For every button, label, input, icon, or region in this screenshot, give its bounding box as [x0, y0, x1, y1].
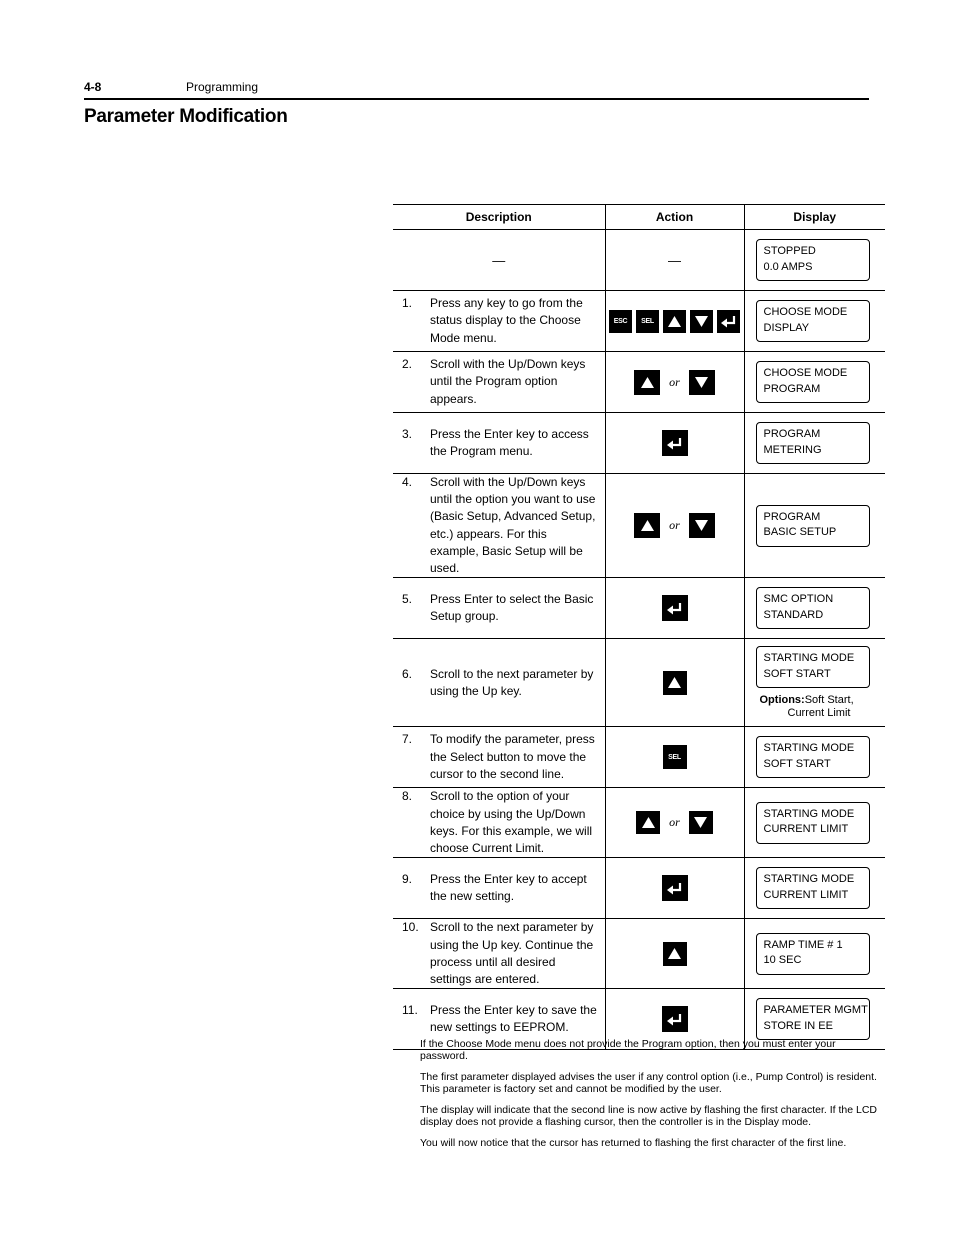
down-arrow-key-icon: [690, 310, 713, 333]
step-number: 5.: [402, 592, 413, 607]
lcd-line-2: DISPLAY: [763, 321, 810, 334]
table-row: [393, 578, 885, 639]
enter-key-icon: [717, 310, 740, 333]
action-cell: [605, 230, 744, 291]
description-cell: [393, 230, 605, 291]
step-description: Press the Enter key to save the new settings to EEPROM.: [430, 1003, 597, 1035]
description-cell: [393, 352, 605, 413]
display-cell: [744, 291, 885, 352]
lcd-line-2: STANDARD: [763, 608, 824, 621]
up-arrow-key-icon: [636, 811, 660, 834]
lcd-display: [756, 867, 870, 909]
action-cell: [605, 919, 744, 989]
table-row: [393, 788, 885, 858]
lcd-line-2: PROGRAM: [763, 382, 821, 395]
table-row: [393, 230, 885, 291]
lcd-line-1: PROGRAM: [763, 428, 821, 440]
lcd-line-2: STORE IN EE: [763, 1019, 833, 1032]
step-description: Scroll to the next parameter by using the Up key. Continue the process until all desired settings are entered.: [430, 920, 594, 986]
display-cell: [744, 230, 885, 291]
description-cell: [393, 919, 605, 989]
up-arrow-key-icon: [634, 370, 660, 395]
step-number: 10.: [402, 920, 419, 935]
option-value: Current Limit: [787, 706, 851, 719]
display-cell: [744, 352, 885, 413]
step-description: Scroll to the next parameter by using the Up key.: [430, 666, 594, 698]
display-cell: [744, 788, 885, 858]
step-description: Scroll with the Up/Down keys until the Program option appears.: [430, 357, 586, 406]
lcd-line-2: CURRENT LIMIT: [763, 888, 849, 901]
lcd-line-1: STARTING MODE: [763, 652, 855, 665]
footnotes: [420, 1039, 880, 1160]
enter-key-icon: [662, 595, 688, 621]
options-note: [760, 694, 886, 719]
lcd-line-2: 0.0 AMPS: [763, 260, 813, 273]
sel-key-icon: SEL: [636, 310, 659, 333]
action-cell: [605, 639, 744, 727]
page-number: 4-8: [84, 80, 102, 94]
options-label: Options:: [759, 694, 805, 707]
lcd-line-2: CURRENT LIMIT: [763, 823, 849, 836]
or-label: or: [669, 815, 680, 830]
lcd-display: [756, 239, 870, 281]
footnote-1: If the Choose Mode menu does not provide the Program option, then you must enter your password.: [420, 1038, 836, 1062]
step-description: Scroll to the option of your choice by using the Up/Down keys. For this example, we will choose Current Limit.: [430, 789, 593, 855]
step-description: Scroll with the Up/Down keys until the option you want to use (Basic Setup, Advanced Setup, etc.) appears. For this example, Basic Setup will be used.: [430, 475, 596, 576]
table-row: [393, 352, 885, 413]
description-cell: [393, 858, 605, 919]
display-cell: [744, 639, 885, 727]
step-description: Press the Enter key to access the Program menu.: [430, 426, 589, 458]
table-row: [393, 413, 885, 474]
option-value: Soft Start,: [804, 694, 854, 707]
description-header: Description: [393, 205, 605, 230]
step-description: Press any key to go from the status display to the Choose Mode menu.: [430, 296, 583, 345]
action-dash: —: [668, 252, 681, 268]
action-cell: [605, 578, 744, 639]
action-cell: [605, 474, 744, 578]
lcd-display: [756, 505, 870, 547]
table-row: [393, 858, 885, 919]
display-cell: [744, 727, 885, 788]
lcd-line-2: METERING: [763, 443, 822, 456]
step-description: Press the Enter key to accept the new setting.: [430, 872, 587, 904]
step-number: 8.: [402, 789, 413, 804]
lcd-line-1: SMC OPTION: [763, 593, 834, 606]
display-cell: [744, 413, 885, 474]
display-cell: [744, 858, 885, 919]
footnote-4: You will now notice that the cursor has returned to flashing the first character of the first line.: [420, 1137, 847, 1149]
lcd-display: [756, 300, 870, 342]
action-cell: [605, 788, 744, 858]
action-header: Action: [605, 205, 744, 230]
lcd-display: [756, 422, 870, 464]
table-header-row: [393, 205, 885, 230]
step-number: 2.: [402, 357, 413, 372]
lcd-line-2: SOFT START: [763, 667, 831, 680]
action-cell: [605, 727, 744, 788]
display-cell: [744, 919, 885, 989]
down-arrow-key-icon: [689, 811, 713, 834]
step-number: 7.: [402, 732, 413, 747]
sel-key-icon: SEL: [663, 745, 687, 769]
description-cell: [393, 727, 605, 788]
esc-key-icon: ESC: [609, 310, 632, 333]
action-cell: [605, 352, 744, 413]
enter-key-icon: [662, 430, 688, 456]
description-cell: [393, 578, 605, 639]
description-cell: [393, 413, 605, 474]
lcd-display: [756, 933, 870, 975]
lcd-display: [756, 646, 870, 688]
enter-key-icon: [662, 875, 688, 901]
description-cell: [393, 474, 605, 578]
description-dash: —: [492, 252, 506, 268]
step-number: 11.: [402, 1003, 418, 1018]
step-number: 6.: [402, 666, 413, 681]
description-cell: [393, 788, 605, 858]
lcd-line-1: STARTING MODE: [763, 742, 855, 755]
lcd-display: [756, 361, 870, 403]
enter-key-icon: [662, 1006, 688, 1032]
down-arrow-key-icon: [689, 370, 715, 395]
table-row: [393, 639, 885, 727]
or-label: or: [669, 518, 680, 533]
step-number: 1.: [402, 296, 413, 311]
lcd-line-2: BASIC SETUP: [763, 526, 837, 539]
header-rule: [84, 98, 869, 100]
lcd-line-1: CHOOSE MODE: [763, 367, 848, 379]
display-cell: [744, 578, 885, 639]
up-arrow-key-icon: [634, 513, 660, 538]
or-label: or: [669, 374, 680, 389]
table-row: [393, 727, 885, 788]
lcd-line-1: STOPPED: [763, 245, 816, 257]
lcd-line-1: PROGRAM: [763, 510, 821, 523]
action-cell: [605, 291, 744, 352]
lcd-line-1: RAMP TIME # 1: [763, 938, 843, 951]
lcd-line-1: CHOOSE MODE: [763, 306, 848, 318]
action-cell: [605, 858, 744, 919]
lcd-line-2: SOFT START: [763, 757, 831, 770]
steps-table: [393, 204, 885, 1050]
lcd-line-2: 10 SEC: [763, 954, 802, 967]
lcd-line-1: STARTING MODE: [763, 807, 855, 820]
lcd-display: [756, 998, 870, 1040]
lcd-display: [756, 802, 870, 844]
description-cell: [393, 291, 605, 352]
page-title: Parameter Modification: [84, 106, 288, 127]
down-arrow-key-icon: [689, 513, 715, 538]
step-description: Press Enter to select the Basic Setup group.: [430, 592, 594, 624]
step-number: 9.: [402, 872, 413, 887]
footnote-2: The first parameter displayed advises the user if any control option (i.e., Pump Control) is resident. This parameter is factory set and cannot be modified by the user.: [420, 1071, 877, 1095]
step-number: 4.: [402, 475, 413, 489]
lcd-line-1: STARTING MODE: [763, 873, 855, 886]
lcd-line-1: PARAMETER MGMT: [763, 1004, 868, 1017]
section-name: Programming: [186, 80, 259, 94]
display-cell: [744, 474, 885, 578]
display-header: Display: [744, 205, 885, 230]
up-arrow-key-icon: [663, 310, 686, 333]
table-row: [393, 474, 885, 578]
table-row: [393, 291, 885, 352]
step-description: To modify the parameter, press the Select button to move the cursor to the second line.: [430, 732, 595, 781]
lcd-display: [756, 587, 870, 629]
footnote-3: The display will indicate that the second line is now active by flashing the first character. If the LCD display does not provide a flashing cursor, then the controller is in the Display mode.: [420, 1104, 877, 1128]
action-cell: [605, 413, 744, 474]
table-row: [393, 919, 885, 989]
step-number: 3.: [402, 426, 413, 441]
up-arrow-key-icon: [663, 942, 687, 966]
description-cell: [393, 639, 605, 727]
up-arrow-key-icon: [663, 671, 687, 695]
lcd-display: [756, 736, 870, 778]
